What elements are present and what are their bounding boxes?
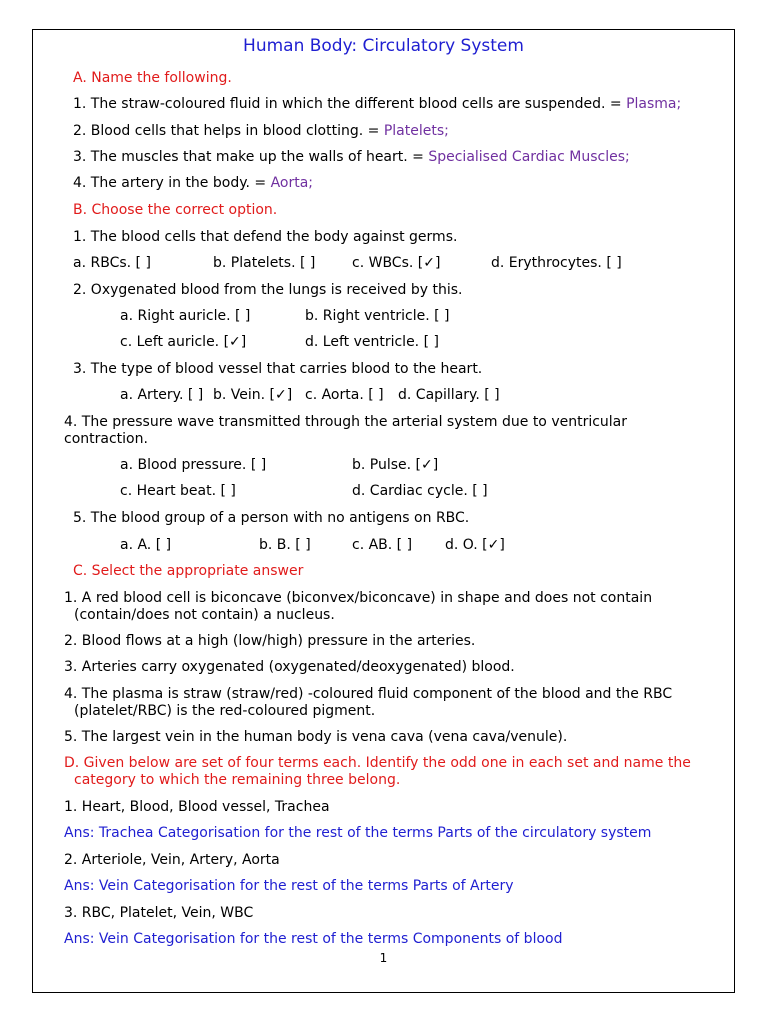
section-c-item: 5. The largest vein in the human body is vena cava (vena cava/venule). — [64, 729, 568, 745]
section-c-item: 4. The plasma is straw (straw/red) -coloured fluid component of the blood and the RBC (platelet/RBC) is the red-coloured pigment. — [64, 686, 673, 719]
section-c-heading: C. Select the appropriate answer — [73, 563, 304, 579]
question-text: 2. Oxygenated blood from the lungs is received by this. — [73, 282, 463, 298]
section-a-item: 4. The artery in the body. = Aorta; — [73, 175, 314, 191]
option-text: d. Cardiac cycle. [ ] — [352, 483, 488, 499]
section-d-answer: Ans: Trachea Categorisation for the rest of the terms Parts of the circulatory system — [64, 825, 652, 841]
answer-text: Platelets; — [383, 123, 449, 139]
section-c-item: 1. A red blood cell is biconcave (biconvex/biconcave) in shape and does not contain (contain/does not contain) a nucleus. — [64, 590, 653, 623]
option-text: c. Heart beat. [ ] — [120, 483, 236, 499]
answer-text: Specialised Cardiac Muscles; — [428, 149, 630, 165]
section-d-question: 1. Heart, Blood, Blood vessel, Trachea — [64, 799, 330, 815]
option-text: a. Blood pressure. [ ] — [120, 457, 267, 473]
question-text: 3. The type of blood vessel that carries blood to the heart. — [73, 361, 483, 377]
section-b-heading: B. Choose the correct option. — [73, 202, 278, 218]
option-text: b. Vein. [✓] — [213, 387, 293, 403]
option-text: a. Artery. [ ] — [120, 387, 204, 403]
option-text: d. Erythrocytes. [ ] — [491, 255, 622, 271]
option-text: a. Right auricle. [ ] — [120, 308, 251, 324]
page-number: 1 — [379, 951, 388, 965]
option-text: a. RBCs. [ ] — [73, 255, 151, 271]
option-text: c. Left auricle. [✓] — [120, 334, 247, 350]
section-a-heading: A. Name the following. — [73, 70, 232, 86]
option-text: c. Aorta. [ ] — [305, 387, 384, 403]
section-d-answer: Ans: Vein Categorisation for the rest of the terms Components of blood — [64, 931, 563, 947]
section-d-question: 2. Arteriole, Vein, Artery, Aorta — [64, 852, 280, 868]
section-a-item: 1. The straw-coloured fluid in which the different blood cells are suspended. = Plasma; — [73, 96, 682, 112]
section-c-item: 2. Blood flows at a high (low/high) pressure in the arteries. — [64, 633, 476, 649]
document-page — [32, 29, 735, 993]
option-text: b. Right ventricle. [ ] — [305, 308, 450, 324]
option-text: b. B. [ ] — [259, 537, 311, 553]
option-text: a. A. [ ] — [120, 537, 172, 553]
option-text: c. WBCs. [✓] — [352, 255, 441, 271]
answer-text: Plasma; — [626, 96, 682, 112]
question-text: 4. The pressure wave transmitted through the arterial system due to ventricular contraction. — [64, 414, 628, 447]
section-d-question: 3. RBC, Platelet, Vein, WBC — [64, 905, 254, 921]
option-text: b. Platelets. [ ] — [213, 255, 316, 271]
page-title: Human Body: Circulatory System — [243, 36, 524, 56]
section-a-item: 2. Blood cells that helps in blood clotting. = Platelets; — [73, 123, 449, 139]
section-d-answer: Ans: Vein Categorisation for the rest of the terms Parts of Artery — [64, 878, 514, 894]
option-text: d. O. [✓] — [445, 537, 505, 553]
section-a-item: 3. The muscles that make up the walls of heart. = Specialised Cardiac Muscles; — [73, 149, 630, 165]
section-d-heading: D. Given below are set of four terms each. Identify the odd one in each set and name the category to which the remaining three belong. — [64, 755, 691, 788]
section-c-item: 3. Arteries carry oxygenated (oxygenated/deoxygenated) blood. — [64, 659, 515, 675]
question-text: 1. The blood cells that defend the body against germs. — [73, 229, 458, 245]
option-text: d. Capillary. [ ] — [398, 387, 500, 403]
option-text: d. Left ventricle. [ ] — [305, 334, 439, 350]
option-text: c. AB. [ ] — [352, 537, 413, 553]
answer-text: Aorta; — [270, 175, 314, 191]
option-text: b. Pulse. [✓] — [352, 457, 439, 473]
question-text: 5. The blood group of a person with no antigens on RBC. — [73, 510, 470, 526]
